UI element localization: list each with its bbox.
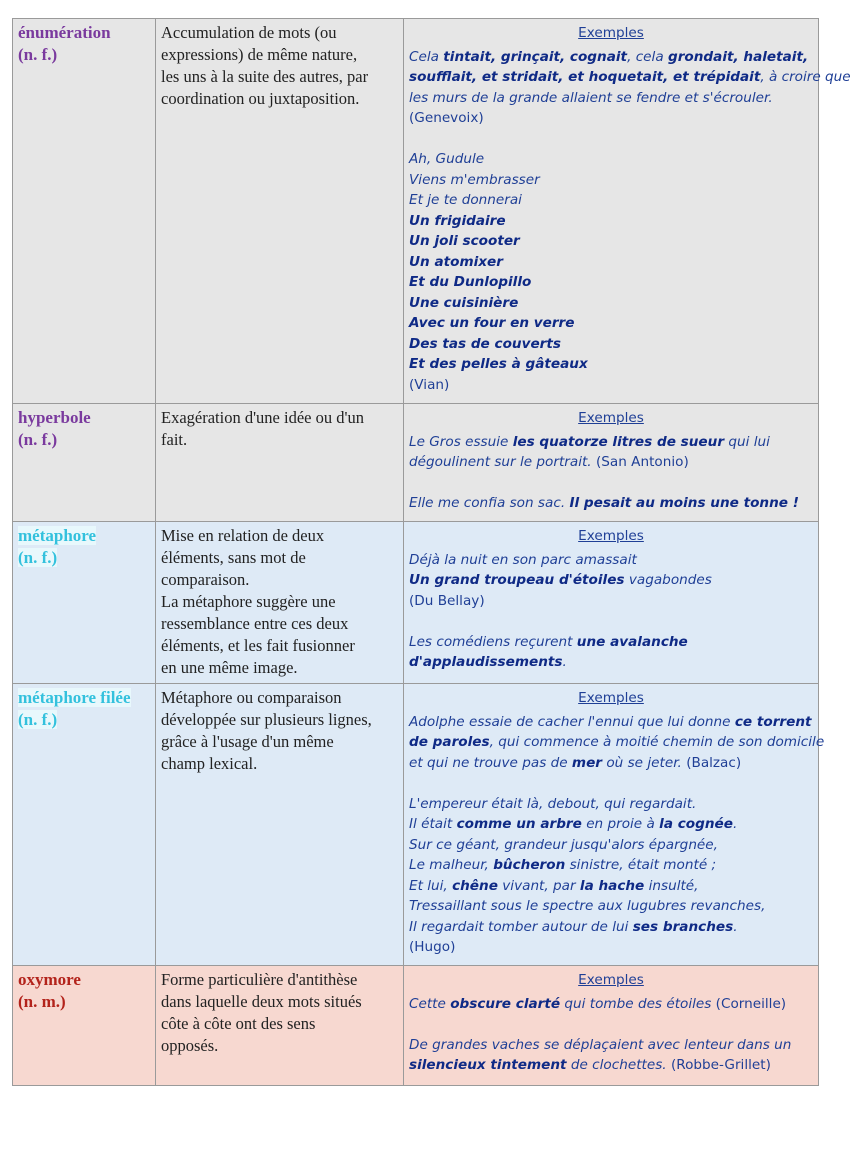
example-line bbox=[409, 252, 813, 273]
definition-cell bbox=[156, 522, 404, 684]
definition-line: éléments, et les fait fusionner bbox=[161, 636, 355, 655]
example-line bbox=[409, 149, 813, 170]
term-cell bbox=[13, 404, 156, 522]
example-highlight: Un frigidaire bbox=[409, 212, 506, 229]
example-line bbox=[409, 876, 813, 897]
table-row bbox=[13, 19, 819, 404]
example-text: Tressaillant sous le spectre aux lugubres revanches, bbox=[409, 898, 766, 914]
table-row bbox=[13, 966, 819, 1086]
table-row bbox=[13, 522, 819, 684]
examples-heading: Exemples bbox=[578, 528, 644, 544]
example-author: (Genevoix) bbox=[409, 110, 484, 126]
example-text: , cela bbox=[627, 48, 668, 65]
example-line bbox=[409, 452, 813, 473]
example-line bbox=[409, 632, 813, 653]
term-name-text: métaphore filée bbox=[18, 688, 131, 707]
example-text: Cela bbox=[409, 48, 444, 65]
term-gender: (n. m.) bbox=[18, 992, 66, 1011]
example-highlight: Avec un four en verre bbox=[409, 315, 575, 331]
term-name bbox=[18, 525, 150, 547]
example-text: insulté, bbox=[644, 877, 699, 894]
example-line bbox=[409, 493, 813, 514]
example-text: Déjà la nuit en son parc amassait bbox=[409, 551, 637, 568]
examples-cell bbox=[404, 404, 819, 522]
example-text: Les comédiens reçurent bbox=[409, 633, 577, 650]
example-line bbox=[409, 293, 813, 314]
definition-line: champ lexical. bbox=[161, 754, 258, 773]
definition-line: comparaison. bbox=[161, 570, 250, 589]
example-text: les murs de la grande allaient se fendre et s'écrouler. bbox=[409, 89, 773, 106]
examples-heading: Exemples bbox=[578, 972, 644, 988]
example-highlight: obscure clarté bbox=[450, 995, 561, 1012]
example-highlight: ses branches bbox=[632, 918, 734, 935]
definition-line: Exagération d'une idée ou d'un bbox=[161, 408, 364, 427]
example-text: , qui commence à moitié chemin de son domicile bbox=[489, 734, 825, 750]
example-text: qui tombe des étoiles bbox=[560, 995, 716, 1012]
definition-line: développée sur plusieurs lignes, bbox=[161, 710, 372, 729]
example-author: (Vian) bbox=[409, 376, 450, 393]
example-text: vagabondes bbox=[624, 572, 712, 588]
example-line bbox=[409, 108, 813, 129]
example-line bbox=[409, 334, 813, 355]
table-row bbox=[13, 684, 819, 966]
example-text: . bbox=[562, 654, 567, 670]
example-author: (Du Bellay) bbox=[409, 592, 485, 609]
term-gender-text: (n. f.) bbox=[18, 548, 58, 567]
example-text: qui lui bbox=[724, 433, 770, 450]
term-gender bbox=[18, 547, 150, 569]
example-line bbox=[409, 712, 813, 733]
example-highlight: silencieux tintement bbox=[409, 1057, 567, 1073]
example-line bbox=[409, 1055, 813, 1076]
example-line bbox=[409, 550, 813, 571]
examples-cell bbox=[404, 19, 851, 404]
example-text: Cette bbox=[409, 995, 451, 1012]
definition-line: en une même image. bbox=[161, 658, 298, 677]
example-text: Viens m'embrasser bbox=[409, 171, 540, 188]
example-line bbox=[409, 814, 813, 835]
example-line bbox=[409, 67, 851, 88]
term-name-text: métaphore bbox=[18, 526, 97, 545]
example-highlight: Et du Dunlopillo bbox=[409, 274, 532, 290]
example-highlight: grondait, haletait, bbox=[667, 48, 809, 65]
example-spacer bbox=[409, 1014, 813, 1035]
definition-cell bbox=[156, 404, 404, 522]
example-highlight: une avalanche bbox=[576, 633, 688, 650]
example-text: et qui ne trouve pas de bbox=[409, 754, 572, 771]
definition-line: coordination ou juxtaposition. bbox=[161, 89, 360, 108]
example-text: Et lui, bbox=[409, 877, 453, 894]
examples-heading: Exemples bbox=[578, 25, 644, 41]
example-text: où se jeter. bbox=[602, 754, 687, 771]
example-highlight: bûcheron bbox=[493, 857, 566, 873]
example-highlight: ce torrent bbox=[734, 713, 812, 730]
example-text: dégoulinent sur le portrait. bbox=[409, 454, 596, 470]
example-line bbox=[409, 190, 813, 211]
example-highlight: comme un arbre bbox=[456, 816, 582, 832]
definition-line: Forme particulière d'antithèse bbox=[161, 970, 358, 989]
example-text: Et je te donnerai bbox=[409, 192, 522, 208]
examples-heading: Exemples bbox=[578, 690, 644, 706]
example-highlight: Un joli scooter bbox=[409, 233, 520, 249]
example-line bbox=[409, 88, 813, 109]
example-line bbox=[409, 354, 813, 375]
term-gender: (n. f.) bbox=[18, 45, 58, 64]
example-line bbox=[409, 313, 813, 334]
example-author: (Hugo) bbox=[409, 939, 456, 955]
example-line bbox=[409, 835, 813, 856]
definition-cell bbox=[156, 966, 404, 1086]
example-highlight: Des tas de couverts bbox=[409, 335, 561, 352]
example-highlight: mer bbox=[571, 754, 603, 771]
definition-line: opposés. bbox=[161, 1036, 219, 1055]
definition-line: les uns à la suite des autres, par bbox=[161, 67, 369, 86]
definition-line: fait. bbox=[161, 430, 188, 449]
example-spacer bbox=[409, 611, 813, 632]
example-text: , à croire que bbox=[760, 69, 851, 85]
examples-cell bbox=[404, 522, 819, 684]
term-cell bbox=[13, 522, 156, 684]
example-line bbox=[409, 896, 813, 917]
term-gender: (n. f.) bbox=[18, 430, 58, 449]
term-gender-text: (n. f.) bbox=[18, 710, 58, 729]
example-text: en proie à bbox=[581, 816, 660, 832]
example-text: . bbox=[732, 816, 738, 832]
definition-line: expressions) de même nature, bbox=[161, 45, 358, 64]
term-name: énumération bbox=[18, 23, 111, 42]
definition-line: Métaphore ou comparaison bbox=[161, 688, 342, 707]
definition-cell bbox=[156, 684, 404, 966]
definition-line: dans laquelle deux mots situés bbox=[161, 992, 362, 1011]
example-highlight: tintait, grinçait, cognait bbox=[443, 48, 628, 65]
example-highlight: chêne bbox=[452, 877, 498, 894]
definition-line: Accumulation de mots (ou bbox=[161, 23, 337, 42]
examples-cell bbox=[404, 966, 819, 1086]
term-name: oxymore bbox=[18, 970, 81, 989]
example-text: . bbox=[733, 918, 738, 935]
example-text: Sur ce géant, grandeur jusqu'alors épargnée, bbox=[409, 836, 718, 853]
definition-line: La métaphore suggère une bbox=[161, 592, 336, 611]
example-highlight: Un grand troupeau d'étoiles bbox=[409, 572, 625, 588]
example-highlight: les quatorze litres de sueur bbox=[512, 433, 725, 450]
table-row bbox=[13, 404, 819, 522]
example-text: Ah, Gudule bbox=[409, 151, 485, 167]
example-highlight: Une cuisinière bbox=[409, 294, 519, 311]
example-highlight: d'applaudissements bbox=[409, 654, 563, 670]
example-text: vivant, par bbox=[497, 877, 580, 894]
term-cell bbox=[13, 19, 156, 404]
example-line bbox=[409, 855, 813, 876]
example-line bbox=[409, 170, 813, 191]
definition-line: côte à côte ont des sens bbox=[161, 1014, 316, 1033]
example-highlight: la cognée bbox=[659, 816, 733, 832]
example-line bbox=[409, 211, 813, 232]
example-line bbox=[409, 1035, 813, 1056]
example-line bbox=[409, 794, 813, 815]
example-line bbox=[409, 652, 813, 673]
example-text: Le malheur, bbox=[409, 857, 494, 873]
example-highlight: Il pesait au moins une tonne ! bbox=[569, 495, 799, 511]
example-spacer bbox=[409, 773, 813, 794]
example-line bbox=[409, 375, 813, 396]
examples-heading: Exemples bbox=[578, 410, 644, 426]
example-line bbox=[409, 917, 813, 938]
example-line bbox=[409, 231, 813, 252]
definition-line: éléments, sans mot de bbox=[161, 548, 306, 567]
example-text: Adolphe essaie de cacher l'ennui que lui donne bbox=[409, 713, 735, 730]
example-highlight: Et des pelles à gâteaux bbox=[409, 356, 588, 372]
example-line bbox=[409, 47, 813, 68]
example-line bbox=[409, 994, 813, 1015]
example-highlight: soufflait, et stridait, et hoquetait, et trépidait bbox=[409, 69, 761, 85]
example-text: Elle me confia son sac. bbox=[409, 495, 570, 511]
term-cell bbox=[13, 684, 156, 966]
example-author: (Corneille) bbox=[715, 995, 787, 1012]
example-spacer bbox=[409, 473, 813, 494]
example-line bbox=[409, 272, 813, 293]
example-text: De grandes vaches se déplaçaient avec lenteur dans un bbox=[409, 1036, 792, 1053]
example-text: Il était bbox=[409, 816, 457, 832]
figures-of-speech-table bbox=[12, 18, 851, 1086]
example-text: sinistre, était monté ; bbox=[565, 857, 717, 873]
example-author: (San Antonio) bbox=[595, 454, 689, 470]
example-line bbox=[409, 753, 813, 774]
term-gender bbox=[18, 709, 150, 731]
example-text: Le Gros essuie bbox=[409, 433, 513, 450]
definition-line: Mise en relation de deux bbox=[161, 526, 325, 545]
example-text: de clochettes. bbox=[566, 1057, 671, 1073]
example-line bbox=[409, 570, 813, 591]
example-highlight: de paroles bbox=[409, 734, 490, 750]
example-spacer bbox=[409, 129, 813, 150]
term-name bbox=[18, 687, 150, 709]
definition-line: grâce à l'usage d'un même bbox=[161, 732, 334, 751]
example-line bbox=[409, 591, 813, 612]
definition-cell bbox=[156, 19, 404, 404]
term-cell bbox=[13, 966, 156, 1086]
examples-cell bbox=[404, 684, 825, 966]
term-name: hyperbole bbox=[18, 408, 91, 427]
example-line bbox=[409, 432, 813, 453]
example-text: L'empereur était là, debout, qui regardait. bbox=[409, 795, 697, 812]
definition-line: ressemblance entre ces deux bbox=[161, 614, 349, 633]
example-author: (Balzac) bbox=[686, 754, 742, 771]
example-highlight: Un atomixer bbox=[409, 253, 503, 270]
example-highlight: la hache bbox=[579, 877, 645, 894]
example-author: (Robbe-Grillet) bbox=[670, 1057, 771, 1073]
example-line bbox=[409, 732, 825, 753]
example-text: Il regardait tomber autour de lui bbox=[409, 918, 633, 935]
example-line bbox=[409, 937, 813, 958]
